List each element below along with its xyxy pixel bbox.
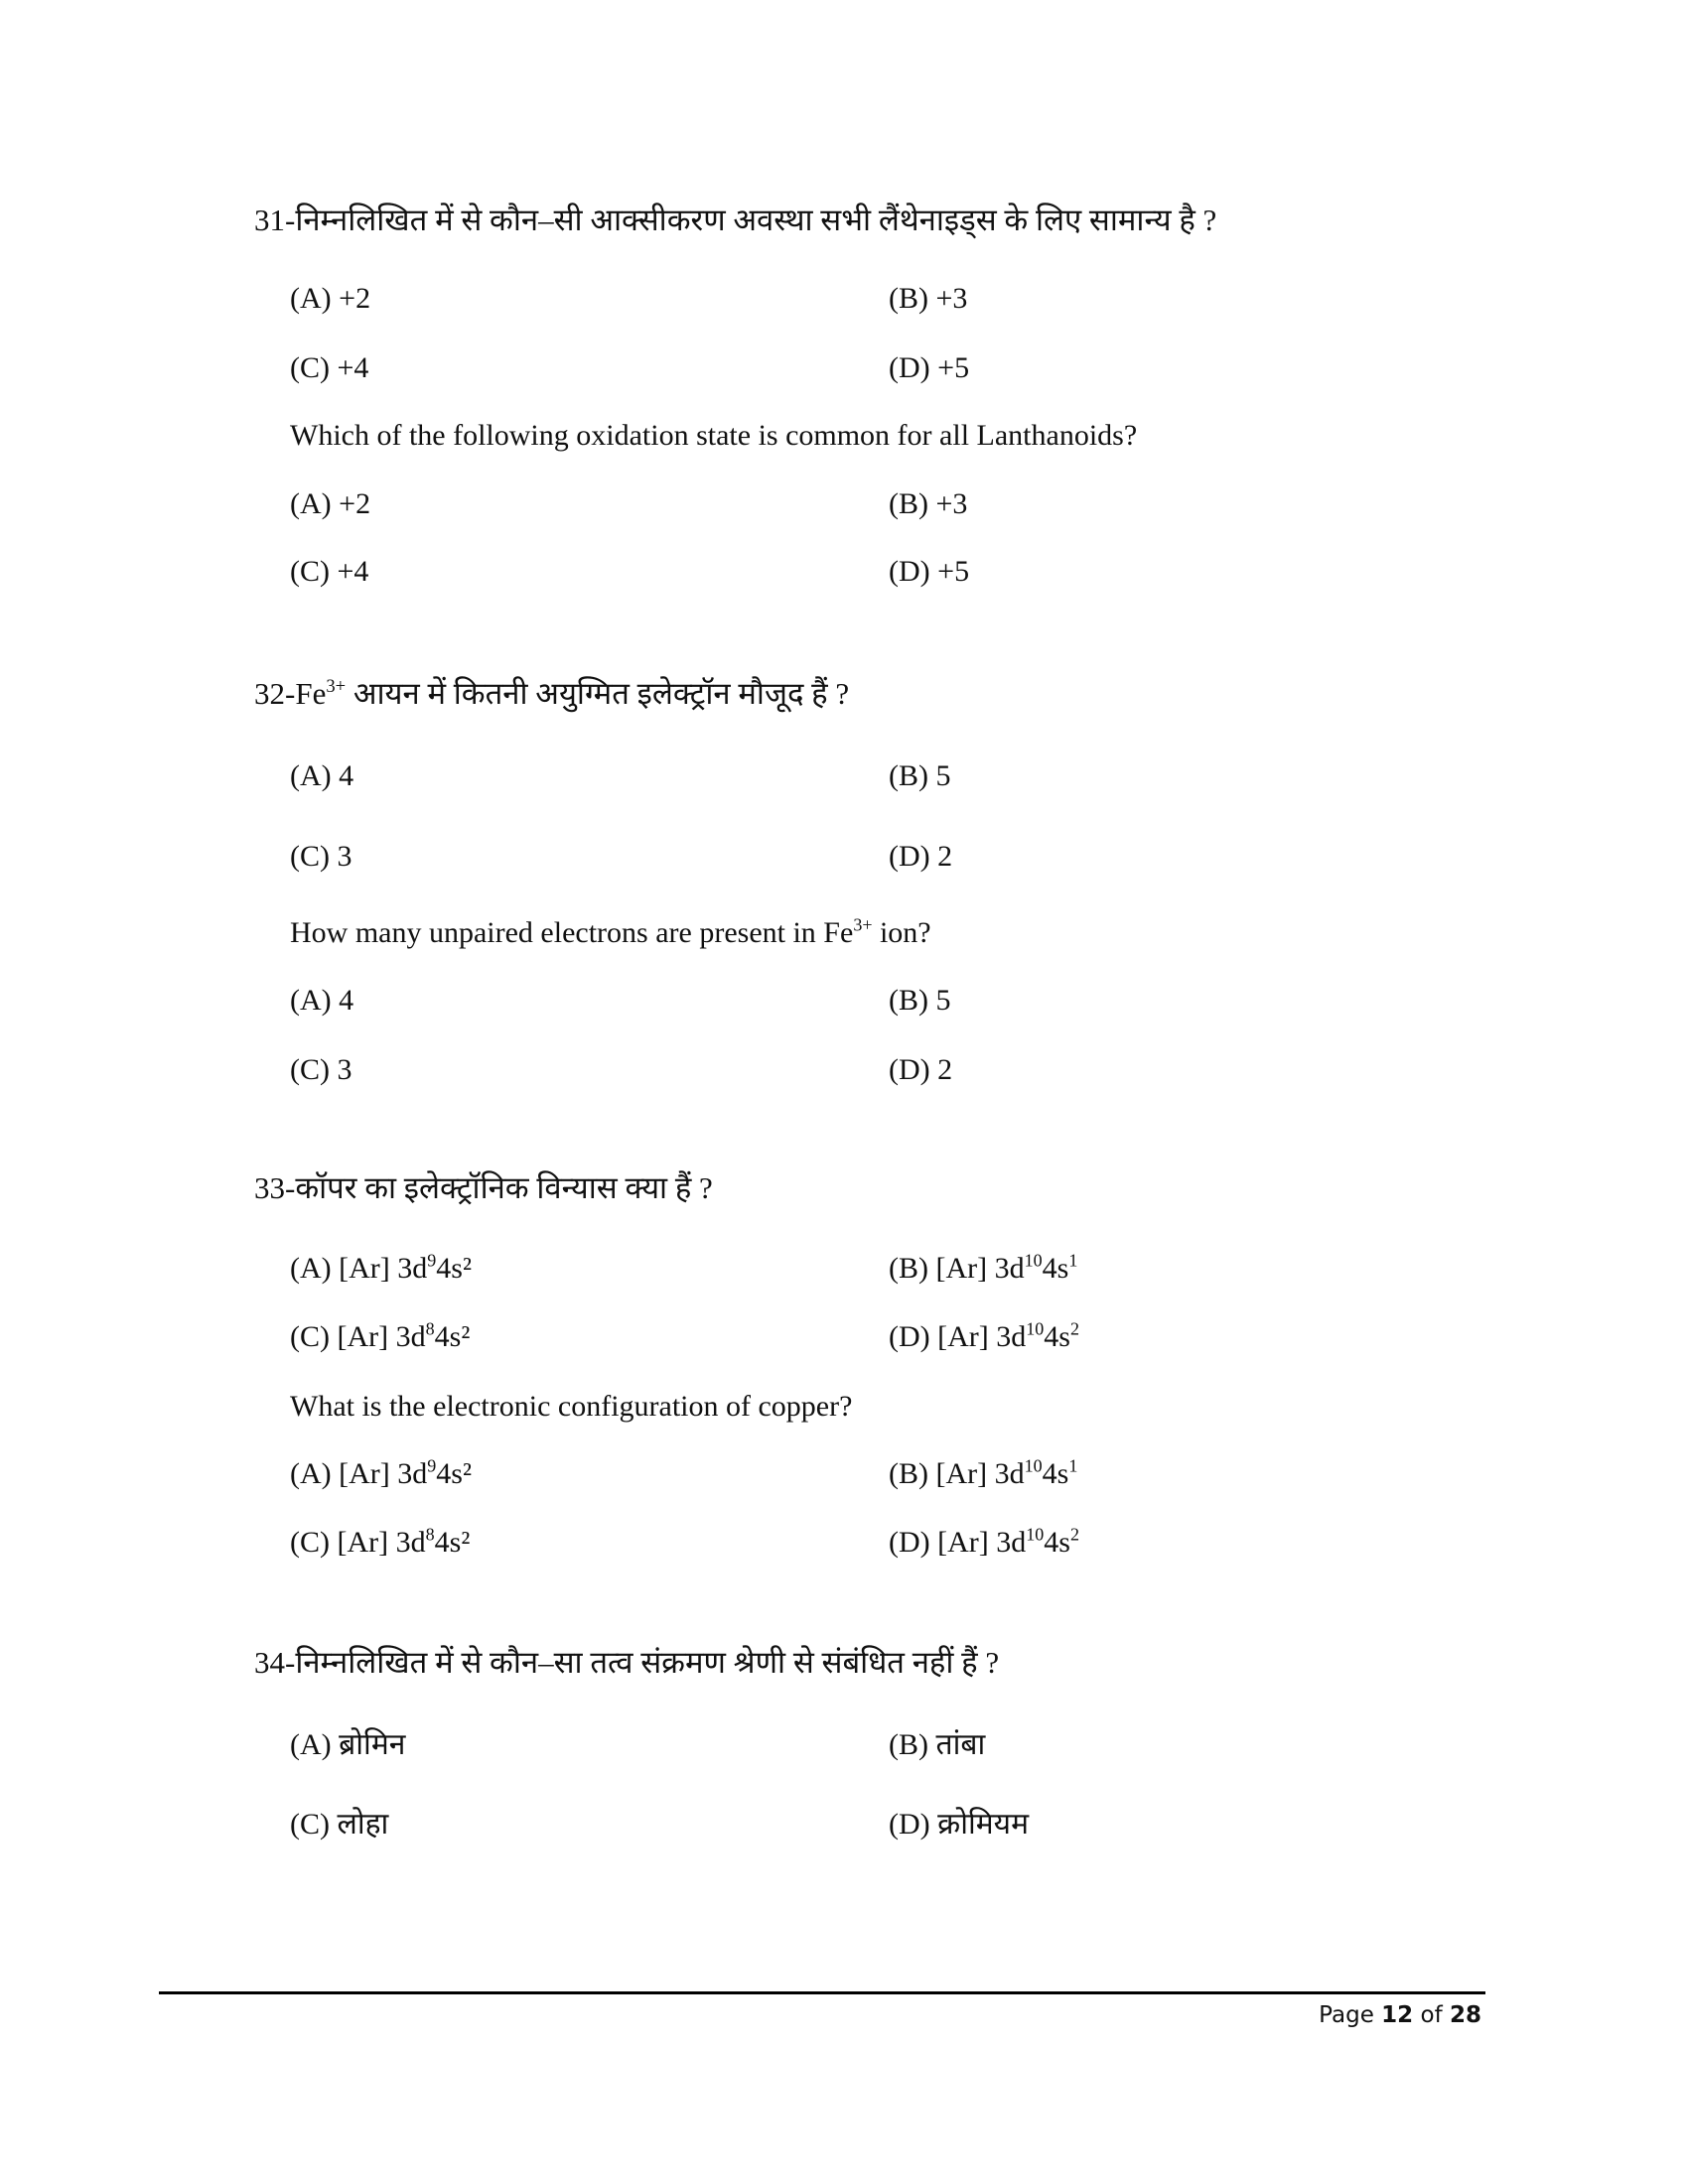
option-label: (B) xyxy=(889,1728,936,1761)
footer-divider xyxy=(159,1991,1485,1994)
option-label: (A) xyxy=(290,1252,340,1285)
text-segment: 2 xyxy=(937,1053,953,1086)
hindi-option-c xyxy=(290,839,352,875)
text-segment: क्रोमियम xyxy=(937,1808,1030,1841)
text-segment: 4s² xyxy=(434,1320,471,1353)
option-label: (B) xyxy=(889,984,936,1017)
text-segment: 3 xyxy=(337,840,352,873)
hindi-option-c xyxy=(290,350,368,386)
text-segment: तांबा xyxy=(935,1728,986,1761)
option-label: (B) xyxy=(889,282,936,315)
english-option-d xyxy=(889,1052,952,1088)
option-label: (B) xyxy=(889,487,936,520)
option-label: (C) xyxy=(290,351,338,384)
question-number: 34- xyxy=(254,1645,296,1680)
option-label: (A) xyxy=(290,282,340,315)
total-pages: 28 xyxy=(1449,2002,1481,2028)
text-segment: 5 xyxy=(935,984,951,1017)
text-segment: How many unpaired electrons are present in Fe xyxy=(290,916,854,949)
option-label: (C) xyxy=(290,1320,338,1353)
option-label: (D) xyxy=(889,1526,938,1559)
hindi-option-b xyxy=(889,758,951,794)
page-number xyxy=(1319,2002,1481,2028)
option-label: (C) xyxy=(290,840,338,873)
superscript: 1 xyxy=(1068,1250,1078,1271)
superscript: 3+ xyxy=(853,914,873,935)
question-33-english xyxy=(290,1389,852,1425)
english-option-b xyxy=(889,983,951,1019)
current-page: 12 xyxy=(1381,2002,1414,2028)
option-label: (D) xyxy=(889,1808,938,1841)
superscript: 10 xyxy=(1026,1318,1045,1339)
option-label: (D) xyxy=(889,351,938,384)
hindi-option-d xyxy=(889,1319,1079,1355)
text-segment: [Ar] 3d xyxy=(937,1526,1027,1559)
superscript: 9 xyxy=(427,1455,437,1476)
superscript: 10 xyxy=(1024,1250,1043,1271)
of-label: of xyxy=(1420,2002,1443,2028)
option-label: (A) xyxy=(290,1457,340,1490)
english-option-c xyxy=(290,1052,352,1088)
option-label: (D) xyxy=(889,555,938,588)
english-option-c xyxy=(290,1525,470,1561)
question-32-english xyxy=(290,915,931,951)
hindi-option-a xyxy=(290,1727,405,1763)
hindi-option-a xyxy=(290,758,353,794)
english-option-a xyxy=(290,1456,472,1492)
text-segment: 5 xyxy=(935,759,951,792)
text-segment: +3 xyxy=(935,282,968,315)
superscript: 1 xyxy=(1068,1455,1078,1476)
text-segment: Fe xyxy=(295,676,327,711)
option-label: (C) xyxy=(290,1053,338,1086)
text-segment: 4 xyxy=(339,759,354,792)
text-segment: +4 xyxy=(337,555,369,588)
hindi-option-b xyxy=(889,1251,1077,1287)
text-segment: [Ar] 3d xyxy=(937,1320,1027,1353)
superscript: 8 xyxy=(425,1524,435,1545)
hindi-option-a xyxy=(290,1251,472,1287)
option-label: (C) xyxy=(290,1526,338,1559)
text-segment: +2 xyxy=(339,487,371,520)
text-segment: 4s xyxy=(1044,1320,1070,1353)
hindi-option-b xyxy=(889,1727,985,1763)
english-option-d xyxy=(889,554,969,590)
option-label: (D) xyxy=(889,1053,938,1086)
text-segment: 2 xyxy=(937,840,953,873)
text-segment: निम्नलिखित में से कौन–सी आक्सीकरण अवस्था सभी लैंथेनाइड्स के लिए सामान्य है ? xyxy=(295,203,1217,237)
option-label: (B) xyxy=(889,759,936,792)
text-segment: [Ar] 3d xyxy=(935,1252,1025,1285)
text-segment: 4 xyxy=(339,984,354,1017)
option-label: (A) xyxy=(290,1728,340,1761)
hindi-option-b xyxy=(889,281,967,317)
text-segment: What is the electronic configuration of copper? xyxy=(290,1390,853,1423)
english-option-b xyxy=(889,486,967,522)
text-segment: [Ar] 3d xyxy=(337,1526,426,1559)
option-label: (C) xyxy=(290,1808,338,1841)
text-segment: 4s² xyxy=(434,1526,471,1559)
hindi-option-d xyxy=(889,350,969,386)
question-number: 33- xyxy=(254,1170,296,1205)
superscript: 10 xyxy=(1024,1455,1043,1476)
superscript: 3+ xyxy=(326,675,347,697)
text-segment: +5 xyxy=(937,351,970,384)
english-option-b xyxy=(889,1456,1077,1492)
text-segment: लोहा xyxy=(337,1808,389,1841)
english-option-a xyxy=(290,486,370,522)
text-segment: Which of the following oxidation state is common for all Lanthanoids? xyxy=(290,419,1138,452)
text-segment: ब्रोमिन xyxy=(339,1728,406,1761)
text-segment: +2 xyxy=(339,282,371,315)
hindi-option-d xyxy=(889,839,952,875)
text-segment: ion? xyxy=(872,916,931,949)
superscript: 10 xyxy=(1026,1524,1045,1545)
page-label: Page xyxy=(1319,2002,1374,2028)
text-segment: [Ar] 3d xyxy=(339,1457,428,1490)
question-31-english xyxy=(290,418,1137,454)
hindi-option-d xyxy=(889,1807,1029,1843)
text-segment: निम्नलिखित में से कौन–सा तत्व संक्रमण श्रेणी से संबंधित नहीं हैं ? xyxy=(295,1645,1000,1680)
text-segment: [Ar] 3d xyxy=(337,1320,426,1353)
question-33-hindi xyxy=(254,1170,713,1206)
text-segment: 4s² xyxy=(436,1457,472,1490)
text-segment: आयन में कितनी अयुग्मित इलेक्ट्रॉन मौजूद हैं ? xyxy=(346,676,850,711)
superscript: 8 xyxy=(425,1318,435,1339)
text-segment: कॉपर का इलेक्ट्रॉनिक विन्यास क्या हैं ? xyxy=(295,1170,713,1205)
superscript: 9 xyxy=(427,1250,437,1271)
english-option-d xyxy=(889,1525,1079,1561)
text-segment: 4s xyxy=(1044,1526,1070,1559)
option-label: (B) xyxy=(889,1252,936,1285)
question-31-hindi xyxy=(254,203,1216,238)
option-label: (D) xyxy=(889,1320,938,1353)
text-segment: +3 xyxy=(935,487,968,520)
text-segment: 3 xyxy=(337,1053,352,1086)
superscript: 2 xyxy=(1069,1318,1079,1339)
text-segment: 4s xyxy=(1042,1252,1069,1285)
option-label: (D) xyxy=(889,840,938,873)
text-segment: 4s² xyxy=(436,1252,472,1285)
english-option-c xyxy=(290,554,368,590)
option-label: (A) xyxy=(290,984,340,1017)
question-32-hindi xyxy=(254,676,849,712)
question-34-hindi xyxy=(254,1645,999,1681)
text-segment: [Ar] 3d xyxy=(339,1252,428,1285)
hindi-option-c xyxy=(290,1807,388,1843)
option-label: (B) xyxy=(889,1457,936,1490)
option-label: (A) xyxy=(290,759,340,792)
option-label: (A) xyxy=(290,487,340,520)
superscript: 2 xyxy=(1069,1524,1079,1545)
text-segment: 4s xyxy=(1042,1457,1069,1490)
text-segment: [Ar] 3d xyxy=(935,1457,1025,1490)
text-segment: +4 xyxy=(337,351,369,384)
hindi-option-a xyxy=(290,281,370,317)
text-segment: +5 xyxy=(937,555,970,588)
question-number: 31- xyxy=(254,203,296,237)
question-number: 32- xyxy=(254,676,296,711)
option-label: (C) xyxy=(290,555,338,588)
english-option-a xyxy=(290,983,353,1019)
hindi-option-c xyxy=(290,1319,470,1355)
